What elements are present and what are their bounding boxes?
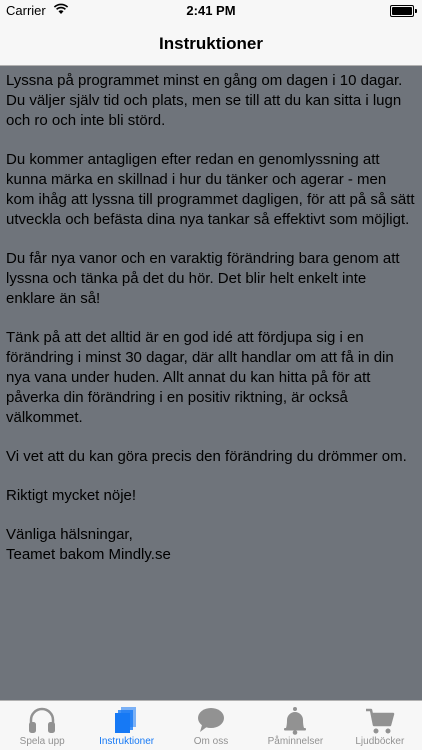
status-time: 2:41 PM [186,3,236,18]
instructions-text [0,66,422,700]
navigation-bar [0,22,422,66]
page-title: Instruktioner [159,34,263,53]
signoff [6,525,416,565]
headphones-icon [26,705,58,735]
battery-icon [390,5,414,17]
signoff-team: Teamet bakom Mindly.se [6,546,171,563]
tab-om-oss[interactable] [169,701,253,750]
paragraph: Du kommer antagligen efter redan en genomlyssning att kunna märka en skillnad i hur du tänker och agerar - men kom ihåg att lyssna till programmet dagligen, för att på så sätt utveckla och befästa dina nya tankar så effektivt som möjligt. [6,151,415,228]
tab-ljudbocker[interactable] [338,701,422,750]
paragraph: Lyssna på programmet minst en gång om dagen i 10 dagar. Du väljer själv tid och plats, men se till att du kan sitta i lugn och ro och inte bli störd. [6,72,403,129]
tab-label: Påminnelser [267,736,324,747]
status-bar [0,0,422,22]
signoff-greeting: Vänliga hälsningar, [6,526,133,543]
paragraph: Riktigt mycket nöje! [6,487,137,504]
paragraph: Vi vet att du kan göra precis den förändring du drömmer om. [6,448,407,465]
paragraph: Du får nya vanor och en varaktig förändring bara genom att lyssna och tänka på det du hör. Det blir helt enkelt inte enklare än så! [6,250,400,307]
carrier-label: Carrier [6,3,46,18]
tab-paminnelser[interactable] [253,701,337,750]
tab-label: Instruktioner [99,736,155,747]
paragraph: Tänk på att det alltid är en god idé att fördjupa sig i en förändring i minst 30 dagar, där allt handlar om att få in din nya vana under huden. Allt annat du kan hitta på för att påverka din förändring i en positiv riktning, är också välkommet. [6,329,394,426]
tab-label: Spela upp [19,736,65,747]
tab-spela-upp[interactable] [0,701,84,750]
cart-icon [364,705,396,735]
tab-instruktioner[interactable] [84,701,168,750]
pages-icon [111,705,143,735]
tab-label: Ljudböcker [355,736,405,747]
speech-bubble-icon [195,705,227,735]
tab-label: Om oss [193,736,229,747]
bell-icon [279,705,311,735]
tab-bar [0,700,422,750]
